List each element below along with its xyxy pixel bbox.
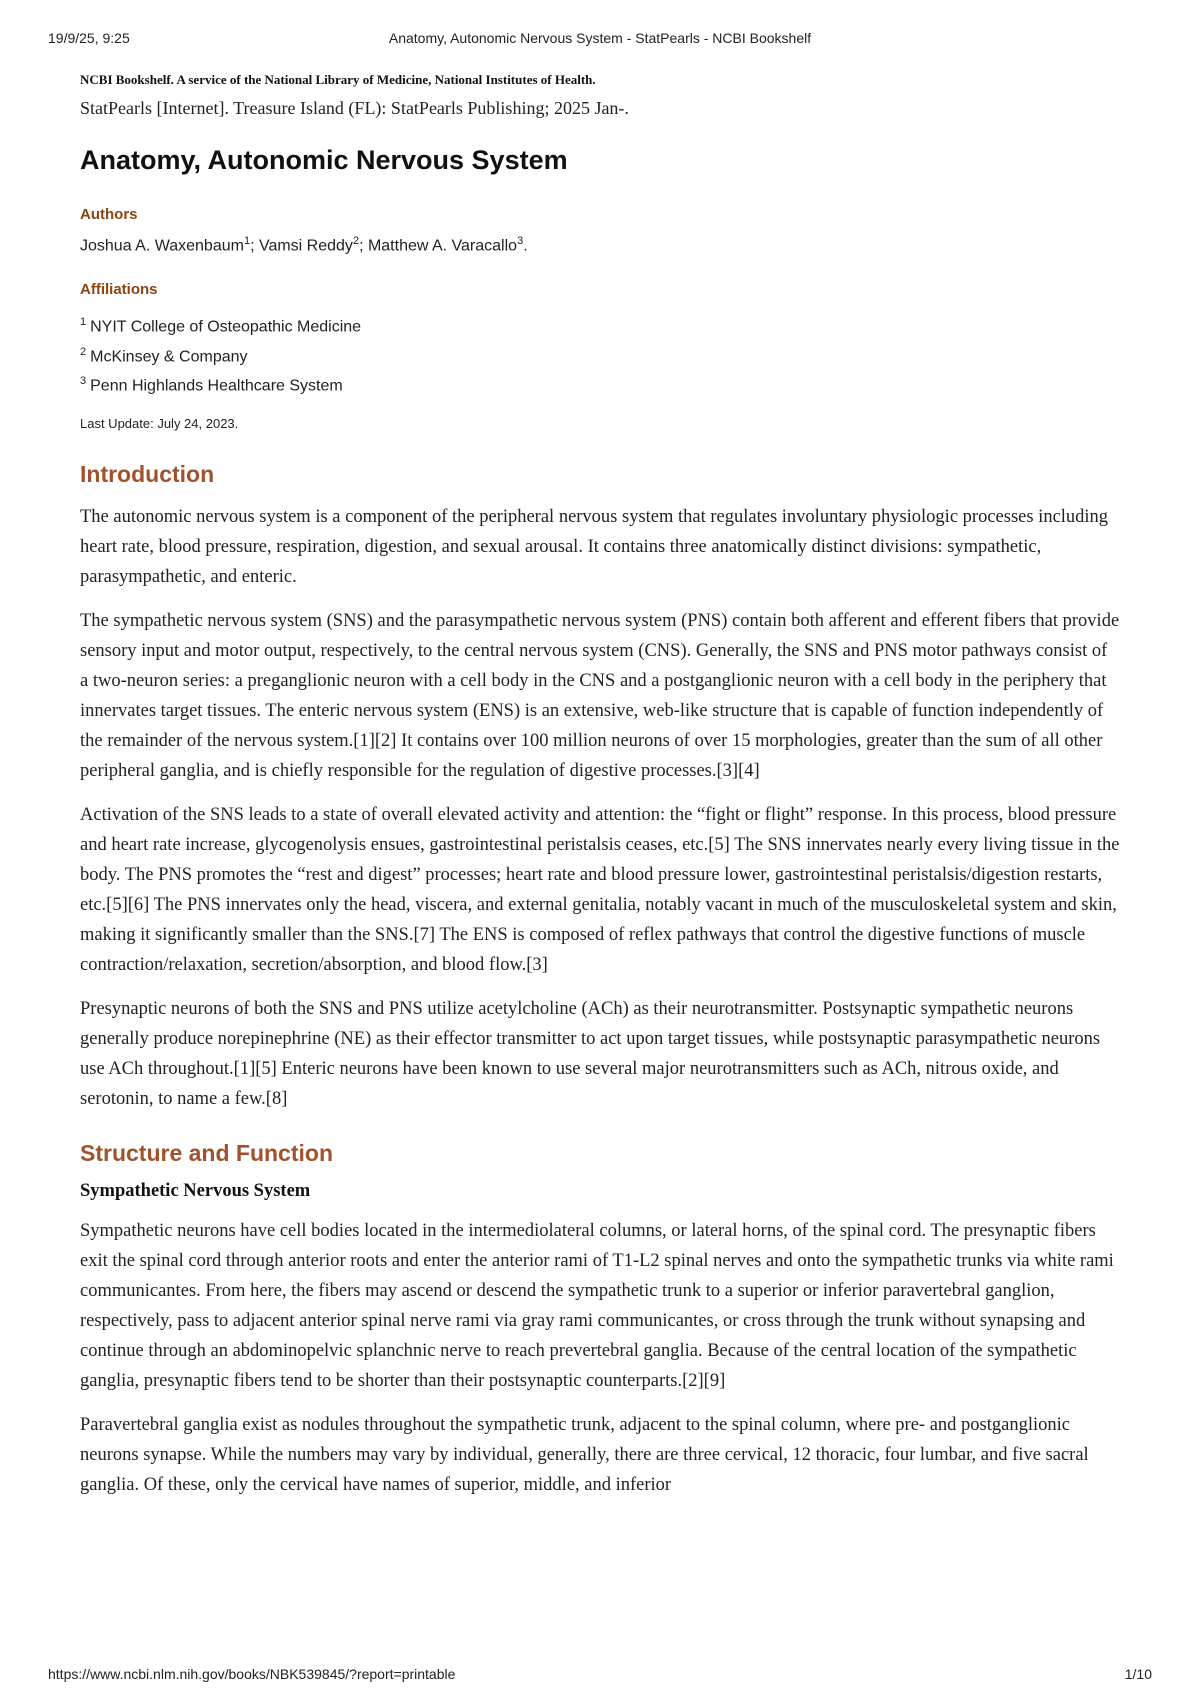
affiliations-list <box>80 310 1120 398</box>
affiliations-label: Affiliations <box>80 281 158 299</box>
author-name[interactable]: Joshua A. Waxenbaum <box>80 237 244 255</box>
affiliation-item <box>80 369 1120 398</box>
author-name[interactable]: Vamsi Reddy <box>258 237 353 255</box>
author-name[interactable]: Matthew A. Varacallo <box>367 237 518 255</box>
section-heading-introduction: Introduction <box>80 461 215 488</box>
structure-paragraph-2: Paravertebral ganglia exist as nodules throughout the sympathetic trunk, adjacent to the spinal column, where pre- and postganglionic neurons synapse. While the numbers may vary by individual, generally, there are three cervical, 12 thoracic, four lumbar, and five sacral ganglia. Of these, only the cervical have names of superior, middle, and inferior <box>80 1415 1089 1496</box>
affiliation-number: 2 <box>80 345 87 358</box>
affiliation-name: McKinsey & Company <box>90 347 248 365</box>
section-spacer <box>80 1128 1120 1140</box>
print-page-title: Anatomy, Autonomic Nervous System - StatPearls - NCBI Bookshelf <box>388 30 812 46</box>
affiliation-name: NYIT College of Osteopathic Medicine <box>90 318 362 336</box>
print-url: https://www.ncbi.nlm.nih.gov/books/NBK539845/?report=printable <box>48 1666 456 1682</box>
author-separator: . <box>523 237 528 255</box>
author-separator: ; <box>250 237 259 255</box>
print-datetime: 19/9/25, 9:25 <box>48 30 130 46</box>
document-content <box>80 72 1120 1514</box>
authors-list <box>80 235 1120 255</box>
print-header <box>48 30 1152 50</box>
author-separator: ; <box>359 237 368 255</box>
affiliation-name: Penn Highlands Healthcare System <box>90 377 343 395</box>
affiliation-number: 3 <box>80 374 87 387</box>
ncbi-description: A service of the National Library of Medicine, National Institutes of Health. <box>173 72 596 87</box>
author-affiliation-ref: 2 <box>352 235 360 247</box>
intro-paragraph-4: Presynaptic neurons of both the SNS and PNS utilize acetylcholine (ACh) as their neurotransmitter. Postsynaptic sympathetic neurons generally produce norepinephrine (NE) as their effector transmitter to act upon target tissues, while postsynaptic parasympathetic neurons use ACh throughout.[1][5] Enteric neurons have been known to use several major neurotransmitters such as ACh, nitrous oxide, and serotonin, to name a few.[8] <box>80 999 1101 1110</box>
affiliation-item <box>80 310 1120 339</box>
section-heading-structure: Structure and Function <box>80 1140 333 1167</box>
structure-paragraph-1: Sympathetic neurons have cell bodies located in the intermediolateral columns, or lateral horns, of the spinal cord. The presynaptic fibers exit the spinal cord through anterior roots and enter the anterior rami of T1-L2 spinal nerves and onto the sympathetic trunks via white rami communicantes. From here, the fibers may ascend or descend the sympathetic trunk to a superior or inferior paravertebral ganglion, respectively, pass to adjacent anterior spinal nerve rami via gray rami communicantes, or cross through the trunk without synapsing and continue through an abdominopelvic splanchnic nerve to reach prevertebral ganglia. Because of the central location of the sympathetic ganglia, presynaptic fibers tend to be shorter than their postsynaptic counterparts.[2][9] <box>80 1221 1114 1392</box>
subheading-sympathetic: Sympathetic Nervous System <box>80 1181 311 1202</box>
intro-paragraph-2: The sympathetic nervous system (SNS) and the parasympathetic nervous system (PNS) contain both afferent and efferent fibers that provide sensory input and motor output, respectively, to the central nervous system (CNS). Generally, the SNS and PNS motor pathways consist of a two-neuron series: a preganglionic neuron with a cell body in the CNS and a postganglionic neuron with a cell body in the periphery that innervates target tissues. The enteric nervous system (ENS) is an extensive, web-like structure that is capable of function independently of the remainder of the nervous system.[1][2] It contains over 100 million neurons of over 15 morphologies, greater than the sum of all other peripheral ganglia, and is chiefly responsible for the regulation of digestive processes.[3][4] <box>80 611 1120 782</box>
intro-paragraph-3: Activation of the SNS leads to a state of overall elevated activity and attention: the “fight or flight” response. In this process, blood pressure and heart rate increase, glycogenolysis ensues, gastrointestinal peristalsis ceases, etc.[5] The SNS innervates nearly every living tissue in the body. The PNS promotes the “rest and digest” processes; heart rate and blood pressure lower, gastrointestinal peristalsis/digestion restarts, etc.[5][6] The PNS innervates only the head, viscera, and external genitalia, notably vacant in much of the musculoskeletal system and skin, making it significantly smaller than the SNS.[7] The ENS is composed of reflex pathways that control the digestive functions of muscle contraction/relaxation, secretion/absorption, and blood flow.[3] <box>80 805 1120 976</box>
print-footer <box>48 1666 1152 1686</box>
affiliation-item <box>80 340 1120 369</box>
author-affiliation-ref: 1 <box>243 235 251 247</box>
last-update: Last Update: July 24, 2023. <box>80 416 239 432</box>
ncbi-banner <box>80 72 1120 88</box>
book-citation: StatPearls [Internet]. Treasure Island (FL): StatPearls Publishing; 2025 Jan-. <box>80 98 629 118</box>
ncbi-brand[interactable]: NCBI Bookshelf. <box>80 72 174 87</box>
print-page-number: 1/10 <box>1124 1666 1152 1682</box>
affiliation-number: 1 <box>80 316 87 329</box>
authors-label: Authors <box>80 206 138 223</box>
intro-paragraph-1: The autonomic nervous system is a component of the peripheral nervous system that regulates involuntary physiologic processes including heart rate, blood pressure, respiration, digestion, and sexual arousal. It contains three anatomically distinct divisions: sympathetic, parasympathetic, and enteric. <box>80 507 1109 588</box>
author-affiliation-ref: 3 <box>517 235 524 247</box>
page-title: Anatomy, Autonomic Nervous System <box>80 145 568 175</box>
